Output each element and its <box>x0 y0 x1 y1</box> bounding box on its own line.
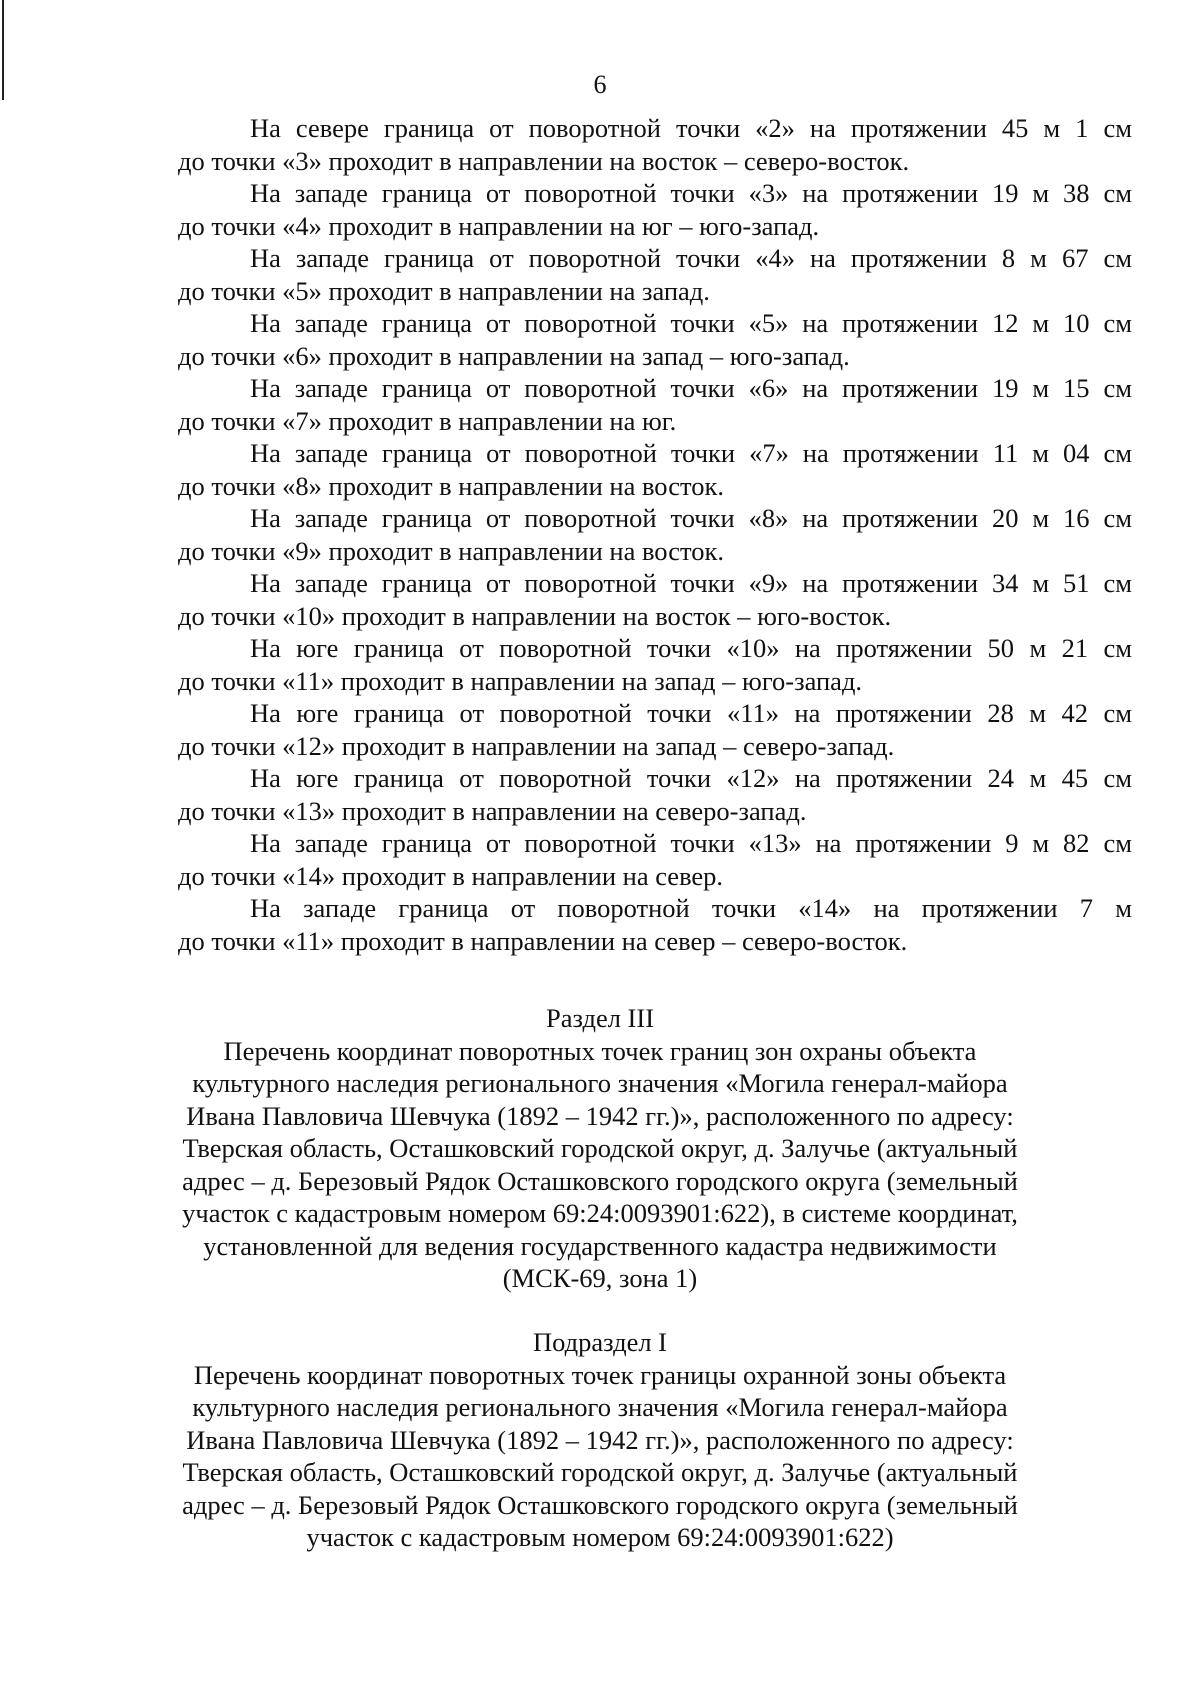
page-number: 6 <box>593 70 607 99</box>
boundary-paragraph <box>178 892 1132 957</box>
boundary-paragraph-line: до точки «10» проходит в направлении на восток – юго-восток. <box>178 600 892 631</box>
subsection-description-line: Ивана Павловича Шевчука (1892 – 1942 гг.)», расположенного по адресу: <box>186 1424 1014 1455</box>
boundary-paragraph <box>178 177 1132 242</box>
section-heading: Раздел III <box>545 1003 655 1033</box>
boundary-paragraph-line: На западе граница от поворотной точки «3» на протяжении 19 м 38 см <box>250 178 1132 208</box>
section-description <box>150 1035 1050 1295</box>
section-iii <box>150 1002 1050 1295</box>
boundary-paragraph-line: На юге граница от поворотной точки «10» на протяжении 50 м 21 см <box>250 633 1132 663</box>
boundary-paragraph <box>178 242 1132 307</box>
boundary-paragraph <box>178 372 1132 437</box>
subsection-i <box>150 1326 1050 1554</box>
boundary-paragraph-line: На юге граница от поворотной точки «12» на протяжении 24 м 45 см <box>250 763 1132 793</box>
boundary-paragraph-line: до точки «11» проходит в направлении на север – северо-восток. <box>178 925 908 956</box>
subsection-description <box>150 1359 1050 1554</box>
boundary-paragraph-line: На западе граница от поворотной точки «14» на протяжении 7 м <box>250 893 1132 923</box>
boundary-paragraph-line: На западе граница от поворотной точки «9» на протяжении 34 м 51 см <box>250 568 1132 598</box>
boundary-paragraph-line: На юге граница от поворотной точки «11» на протяжении 28 м 42 см <box>250 698 1132 728</box>
boundary-paragraph-line: до точки «9» проходит в направлении на восток. <box>178 535 724 566</box>
boundary-paragraph-line: На западе граница от поворотной точки «4» на протяжении 8 м 67 см <box>250 243 1132 273</box>
boundary-paragraph <box>178 437 1132 502</box>
boundary-description-list <box>178 112 1132 957</box>
boundary-paragraph-line: до точки «7» проходит в направлении на юг. <box>178 405 677 436</box>
subsection-description-line: адрес – д. Березовый Рядок Осташковского городского округа (земельный <box>182 1489 1018 1520</box>
boundary-paragraph-line: до точки «6» проходит в направлении на запад – юго-запад. <box>178 340 850 371</box>
boundary-paragraph <box>178 827 1132 892</box>
boundary-paragraph-line: На западе граница от поворотной точки «5» на протяжении 12 м 10 см <box>250 308 1132 338</box>
section-description-line: Ивана Павловича Шевчука (1892 – 1942 гг.)», расположенного по адресу: <box>186 1100 1014 1131</box>
boundary-paragraph-line: до точки «3» проходит в направлении на восток – северо-восток. <box>178 145 910 176</box>
subsection-heading: Подраздел I <box>532 1327 668 1357</box>
section-description-line: культурного наследия регионального значения «Могила генерал-майора <box>192 1068 1008 1098</box>
boundary-paragraph-line: На западе граница от поворотной точки «7» на протяжении 11 м 04 см <box>250 438 1132 468</box>
boundary-paragraph-line: до точки «14» проходит в направлении на север. <box>178 860 724 891</box>
section-description-line: (МСК-69, зона 1) <box>502 1263 698 1293</box>
boundary-paragraph-line: На западе граница от поворотной точки «13» на протяжении 9 м 82 см <box>250 828 1132 858</box>
boundary-paragraph-line: до точки «4» проходит в направлении на юг – юго-запад. <box>178 210 820 241</box>
boundary-paragraph-line: до точки «8» проходит в направлении на восток. <box>178 470 724 501</box>
boundary-paragraph-line: На западе граница от поворотной точки «8» на протяжении 20 м 16 см <box>250 503 1132 533</box>
boundary-paragraph <box>178 567 1132 632</box>
boundary-paragraph <box>178 112 1132 177</box>
boundary-paragraph <box>178 307 1132 372</box>
section-description-line: адрес – д. Березовый Рядок Осташковского городского округа (земельный <box>182 1165 1018 1196</box>
subsection-description-line: участок с кадастровым номером 69:24:0093901:622) <box>306 1522 894 1552</box>
boundary-paragraph <box>178 502 1132 567</box>
section-description-line: Перечень координат поворотных точек границ зон охраны объекта <box>223 1035 977 1066</box>
subsection-description-line: Перечень координат поворотных точек границы охранной зоны объекта <box>193 1359 1007 1390</box>
section-description-line: Тверская область, Осташковский городской округ, д. Залучье (актуальный <box>182 1133 1018 1163</box>
subsection-description-line: культурного наследия регионального значения «Могила генерал-майора <box>192 1392 1008 1422</box>
boundary-paragraph <box>178 632 1132 697</box>
boundary-paragraph <box>178 762 1132 827</box>
boundary-paragraph-line: до точки «11» проходит в направлении на запад – юго-запад. <box>178 665 863 696</box>
boundary-paragraph-line: до точки «5» проходит в направлении на запад. <box>178 275 710 306</box>
section-description-line: установленной для ведения государственного кадастра недвижимости <box>203 1230 997 1261</box>
boundary-paragraph-line: до точки «12» проходит в направлении на запад – северо-запад. <box>178 730 895 761</box>
section-description-line: участок с кадастровым номером 69:24:0093901:622), в системе координат, <box>182 1198 1018 1228</box>
boundary-paragraph-line: На севере граница от поворотной точки «2» на протяжении 45 м 1 см <box>250 113 1132 143</box>
boundary-paragraph-line: На западе граница от поворотной точки «6» на протяжении 19 м 15 см <box>250 373 1132 403</box>
boundary-paragraph-line: до точки «13» проходит в направлении на северо-запад. <box>178 795 807 826</box>
boundary-paragraph <box>178 697 1132 762</box>
subsection-description-line: Тверская область, Осташковский городской округ, д. Залучье (актуальный <box>182 1457 1018 1487</box>
